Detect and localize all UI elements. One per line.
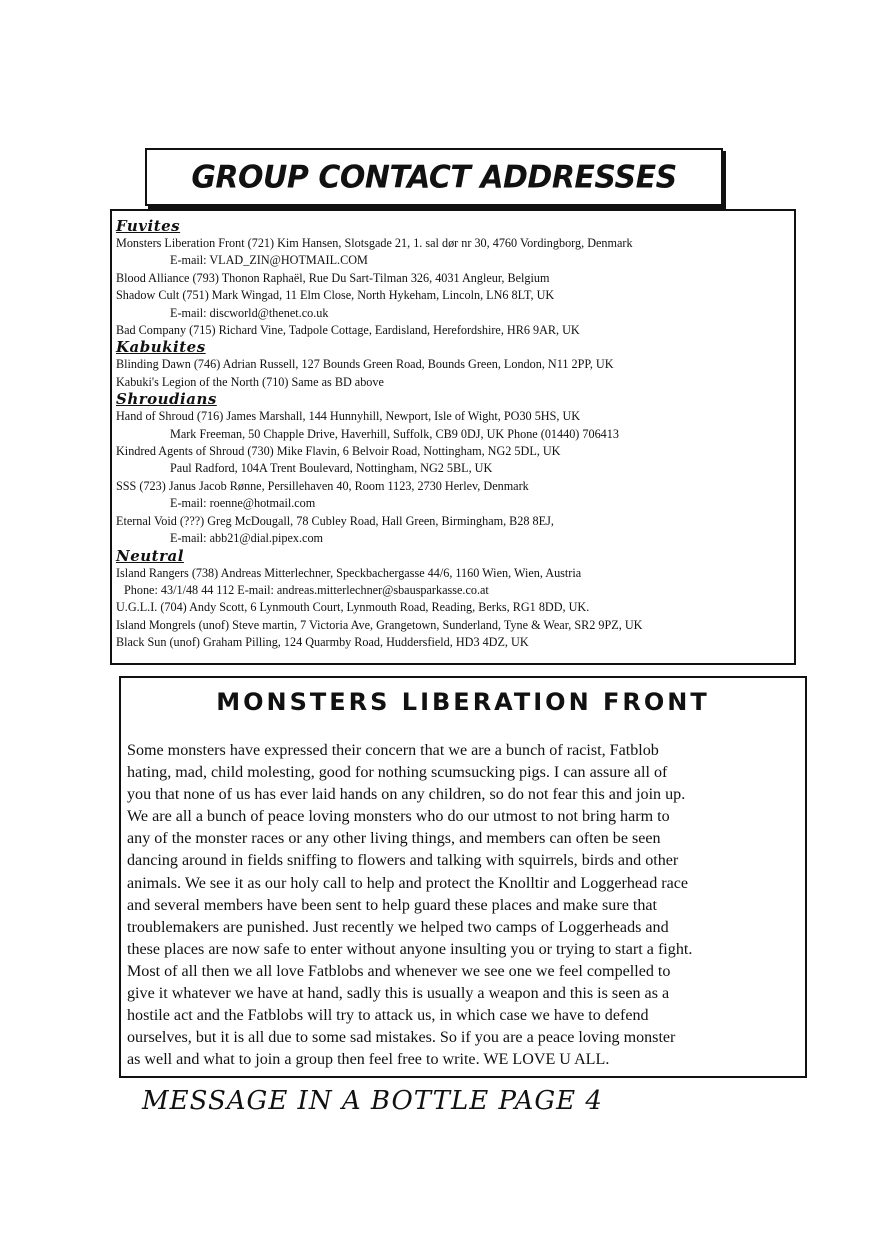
contact-line: Blinding Dawn (746) Adrian Russell, 127 Bounds Green Road, Bounds Green, London, N11 2PP, UK xyxy=(116,357,614,372)
contact-line: Blood Alliance (793) Thonon Raphaël, Rue Du Sart-Tilman 326, 4031 Angleur, Belgium xyxy=(116,270,550,285)
contact-line: Shadow Cult (751) Mark Wingad, 11 Elm Close, North Hykeham, Lincoln, LN6 8LT, UK xyxy=(116,288,555,303)
contact-line: Hand of Shroud (716) James Marshall, 144 Hunnyhill, Newport, Isle of Wight, PO30 5HS, UK xyxy=(116,409,581,424)
page-title-box xyxy=(145,148,723,206)
contact-line: Eternal Void (???) Greg McDougall, 78 Cubley Road, Hall Green, Birmingham, B28 8EJ, xyxy=(116,513,554,528)
contact-line: Bad Company (715) Richard Vine, Tadpole Cottage, Eardisland, Herefordshire, HR6 9AR, UK xyxy=(116,323,580,338)
contact-line: E-mail: abb21@dial.pipex.com xyxy=(170,531,324,546)
contact-line: Kindred Agents of Shroud (730) Mike Flavin, 6 Belvoir Road, Nottingham, NG2 5DL, UK xyxy=(116,444,561,459)
article-body xyxy=(127,740,799,1071)
article-line: troublemakers are punished. Just recently we helped two camps of Loggerheads and xyxy=(127,918,669,936)
article-line: these places are now safe to enter without anyone insulting you or trying to start a fight. xyxy=(127,940,693,958)
contact-line: Mark Freeman, 50 Chapple Drive, Haverhill, Suffolk, CB9 0DJ, UK Phone (01440) 706413 xyxy=(170,426,619,441)
article-line: as well and what to join a group then feel free to write. WE LOVE U ALL. xyxy=(127,1051,610,1069)
contact-line: Kabuki's Legion of the North (710) Same as BD above xyxy=(116,374,384,389)
article-line: and several members have been sent to help guard these places and make sure that xyxy=(127,896,657,914)
article-line: We are all a bunch of peace loving monsters who do our utmost to not bring harm to xyxy=(127,808,670,826)
group-heading: Kabukites xyxy=(116,338,206,357)
contact-line: E-mail: discworld@thenet.co.uk xyxy=(170,305,329,320)
article-line: ourselves, but it is all due to some sad mistakes. So if you are a peace loving monster xyxy=(127,1029,676,1047)
article-line: hating, mad, child molesting, good for nothing scumsucking pigs. I can assure all of xyxy=(127,764,668,782)
article-line: Some monsters have expressed their concern that we are a bunch of racist, Fatblob xyxy=(127,742,659,759)
contact-line: Monsters Liberation Front (721) Kim Hansen, Slotsgade 21, 1. sal dør nr 30, 4760 Vordingborg, Denmark xyxy=(116,236,633,250)
article-line: any of the monster races or any other living things, and members can often be seen xyxy=(127,830,661,848)
article-line: animals. We see it as our holy call to help and protect the Knolltir and Loggerhead race xyxy=(127,874,689,892)
article-box xyxy=(119,676,807,1078)
contact-line: Island Mongrels (unof) Steve martin, 7 Victoria Ave, Grangetown, Sunderland, Tyne & Wear, SR2 9PZ, UK xyxy=(116,617,643,632)
contact-line: E-mail: VLAD_ZIN@HOTMAIL.COM xyxy=(170,253,368,268)
article-line: hostile act and the Fatblobs will try to attack us, in which case we have to defend xyxy=(127,1007,649,1025)
article-title: MONSTERS LIBERATION FRONT xyxy=(216,688,710,716)
contact-addresses-box xyxy=(110,209,796,665)
contact-line: SSS (723) Janus Jacob Rønne, Persillehaven 40, Room 1123, 2730 Herlev, Denmark xyxy=(116,478,529,493)
contact-line: Phone: 43/1/48 44 112 E-mail: andreas.mitterlechner@sbausparkasse.co.at xyxy=(124,582,489,597)
page-title: GROUP CONTACT ADDRESSES xyxy=(191,158,677,196)
group-heading: Fuvites xyxy=(116,217,181,235)
group-heading: Neutral xyxy=(116,546,184,565)
contact-line: Black Sun (unof) Graham Pilling, 124 Quarmby Road, Huddersfield, HD3 4DZ, UK xyxy=(116,635,529,650)
contact-line: U.G.L.I. (704) Andy Scott, 6 Lynmouth Court, Lynmouth Road, Reading, Berks, RG1 8DD, UK. xyxy=(116,600,590,615)
contact-line: Paul Radford, 104A Trent Boulevard, Nottingham, NG2 5BL, UK xyxy=(170,461,493,476)
contact-line: E-mail: roenne@hotmail.com xyxy=(170,496,316,511)
group-heading: Shroudians xyxy=(116,390,217,409)
article-line: Most of all then we all love Fatblobs and whenever we see one we feel compelled to xyxy=(127,962,671,980)
article-line: you that none of us has ever laid hands on any children, so do not fear this and join up. xyxy=(127,786,686,804)
article-line: dancing around in fields sniffing to flowers and talking with squirrels, birds and other xyxy=(127,852,679,870)
contact-line: Island Rangers (738) Andreas Mitterlechner, Speckbachergasse 44/6, 1160 Wien, Wien, Austria xyxy=(116,565,582,580)
page-footer: MESSAGE IN A BOTTLE PAGE 4 xyxy=(142,1086,603,1116)
article-line: give it whatever we have at hand, sadly this is usually a weapon and this is seen as a xyxy=(127,985,670,1003)
